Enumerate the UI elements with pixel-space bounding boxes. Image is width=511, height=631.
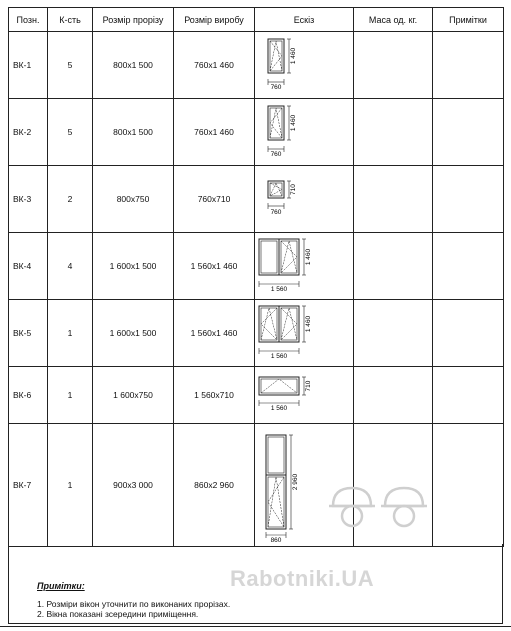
- row-notes: [433, 424, 504, 547]
- header-unit-mass: Маса од. кг.: [354, 8, 433, 32]
- table-row: [9, 300, 504, 367]
- row-product-size: 860х2 960: [174, 424, 255, 547]
- row-position: ВК-6: [9, 367, 48, 424]
- note-line-1: 1. Розміри вікон уточнити по виконаних прорізах.: [37, 599, 231, 609]
- watermark-text: Rabotniki.UA: [230, 566, 375, 591]
- row-quantity: 1: [48, 424, 93, 547]
- row-opening-size: 1 600х1 500: [93, 233, 174, 300]
- window-sketch-single-sash: [255, 32, 353, 96]
- sketch-width-label: 1 560: [270, 286, 288, 293]
- row-position: ВК-4: [9, 233, 48, 300]
- row-product-size: 1 560х1 460: [174, 300, 255, 367]
- table-row: [9, 233, 504, 300]
- sketch-width-label: 860: [270, 537, 282, 544]
- window-sketch-double-sash: [255, 300, 353, 364]
- row-position: ВК-3: [9, 166, 48, 233]
- row-product-size: 760х1 460: [174, 99, 255, 166]
- row-sketch: [255, 99, 354, 166]
- bottom-border: [0, 626, 511, 631]
- row-notes: [433, 32, 504, 99]
- sketch-height-label: 1 460: [305, 315, 312, 333]
- row-opening-size: 1 600х750: [93, 367, 174, 424]
- row-opening-size: 800х1 500: [93, 32, 174, 99]
- window-sketch-small-sash: [255, 166, 353, 230]
- row-notes: [433, 166, 504, 233]
- row-unit-mass: [354, 367, 433, 424]
- sketch-width-label: 1 560: [270, 353, 288, 360]
- row-notes: [433, 300, 504, 367]
- row-notes: [433, 99, 504, 166]
- table-row: [9, 166, 504, 233]
- row-sketch: [255, 32, 354, 99]
- row-notes: [433, 367, 504, 424]
- header-sketch: Ескіз: [255, 8, 354, 32]
- window-sketch-double-sash: [255, 233, 353, 297]
- header-position: Позн.: [9, 8, 48, 32]
- row-position: ВК-1: [9, 32, 48, 99]
- row-position: ВК-5: [9, 300, 48, 367]
- row-unit-mass: [354, 233, 433, 300]
- window-specification-table: [8, 7, 504, 547]
- notes-title: Примітки:: [37, 581, 85, 591]
- row-opening-size: 900х3 000: [93, 424, 174, 547]
- header-notes: Примітки: [433, 8, 504, 32]
- row-unit-mass: [354, 300, 433, 367]
- row-quantity: 5: [48, 32, 93, 99]
- row-sketch: [255, 300, 354, 367]
- row-unit-mass: [354, 99, 433, 166]
- row-quantity: 1: [48, 367, 93, 424]
- sketch-height-label: 1 460: [290, 114, 297, 132]
- sketch-width-label: 760: [270, 209, 282, 216]
- row-unit-mass: [354, 32, 433, 99]
- row-opening-size: 800х750: [93, 166, 174, 233]
- header-product-size: Розмір виробу: [174, 8, 255, 32]
- row-quantity: 2: [48, 166, 93, 233]
- worker-helmet-icon: [325, 480, 435, 532]
- window-sketch-wide-low: [255, 367, 353, 421]
- sketch-height-label: 710: [290, 184, 297, 195]
- row-quantity: 5: [48, 99, 93, 166]
- table-row: [9, 32, 504, 99]
- table-row: [9, 99, 504, 166]
- row-sketch: [255, 367, 354, 424]
- row-notes: [433, 233, 504, 300]
- sketch-height-label: 1 460: [290, 47, 297, 65]
- sketch-height-label: 710: [305, 380, 312, 392]
- sketch-height-label: 2 960: [292, 473, 299, 491]
- sketch-width-label: 760: [270, 84, 282, 91]
- window-sketch-single-sash: [255, 99, 353, 163]
- row-product-size: 760х710: [174, 166, 255, 233]
- row-product-size: 1 560х1 460: [174, 233, 255, 300]
- sketch-height-label: 1 460: [305, 248, 312, 266]
- table-header-row: [9, 8, 504, 32]
- table-row: [9, 367, 504, 424]
- row-opening-size: 1 600х1 500: [93, 300, 174, 367]
- row-opening-size: 800х1 500: [93, 99, 174, 166]
- row-sketch: [255, 233, 354, 300]
- row-position: ВК-2: [9, 99, 48, 166]
- row-sketch: [255, 166, 354, 233]
- header-quantity: К-сть: [48, 8, 93, 32]
- row-product-size: 760х1 460: [174, 32, 255, 99]
- row-quantity: 1: [48, 300, 93, 367]
- row-quantity: 4: [48, 233, 93, 300]
- row-position: ВК-7: [9, 424, 48, 547]
- row-product-size: 1 560х710: [174, 367, 255, 424]
- sketch-width-label: 760: [270, 151, 282, 158]
- row-unit-mass: [354, 166, 433, 233]
- header-opening-size: Розмір прорізу: [93, 8, 174, 32]
- note-line-2: 2. Вікна показані зсередини приміщення.: [37, 609, 199, 619]
- sketch-width-label: 1 560: [270, 405, 288, 412]
